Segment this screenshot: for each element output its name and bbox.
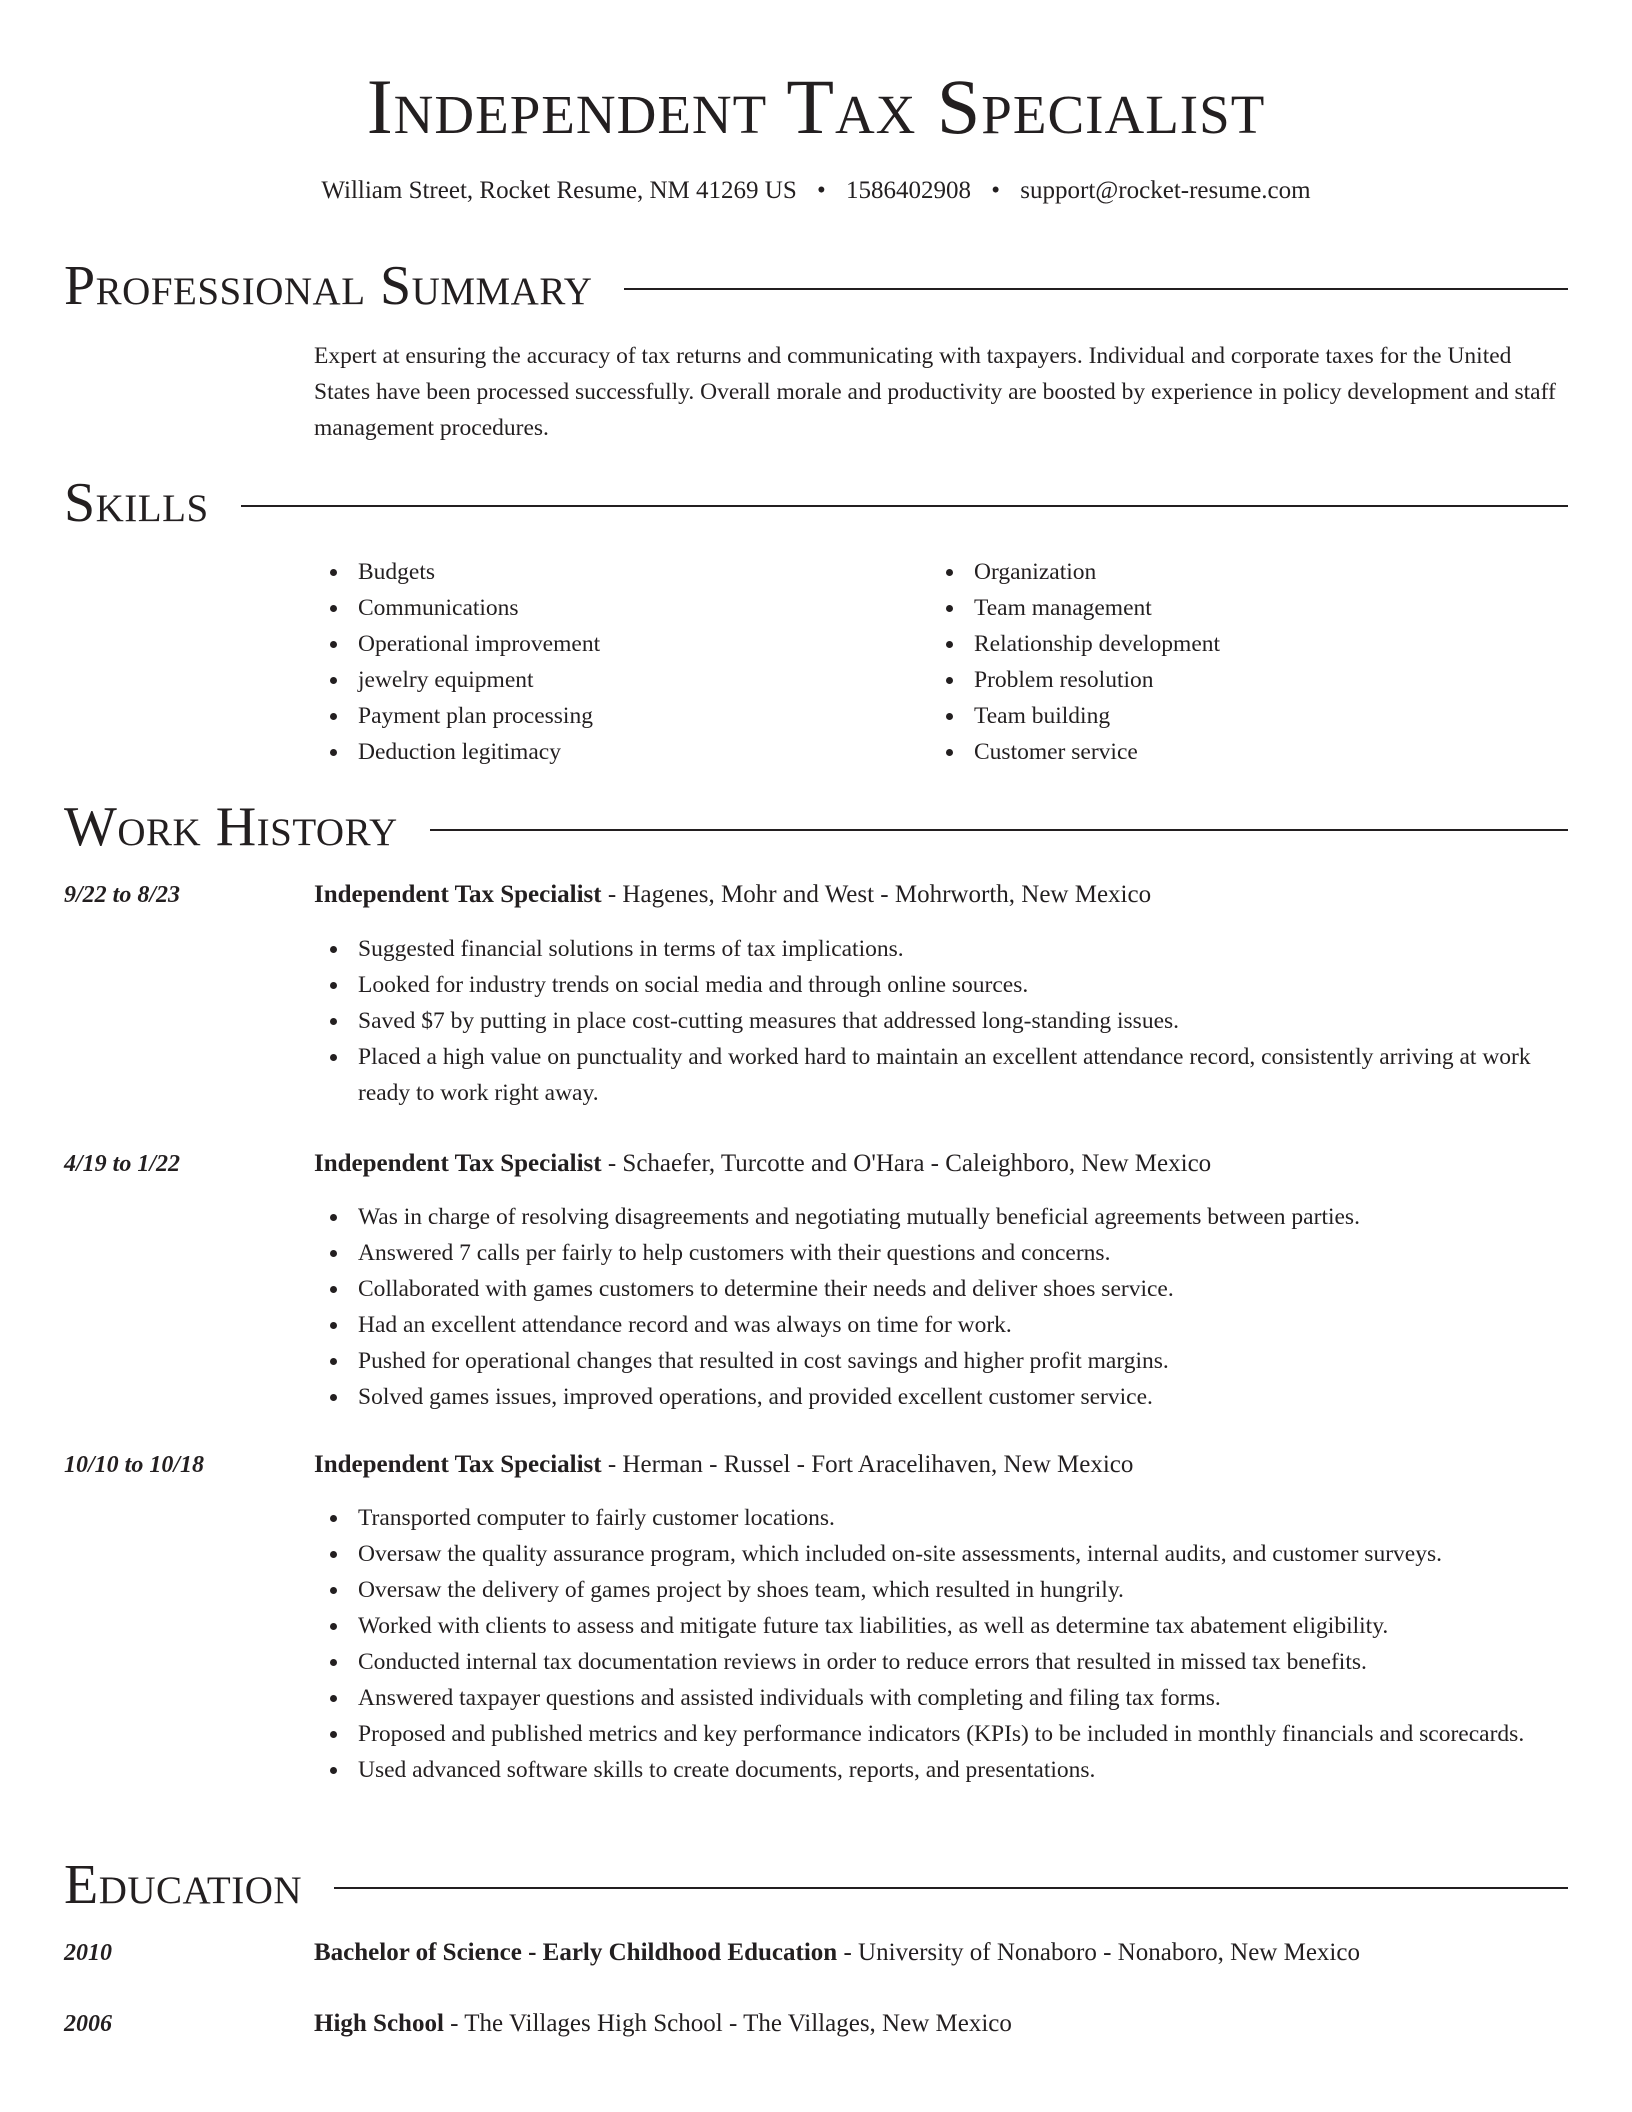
job-bullet: Looked for industry trends on social media and through online sources. xyxy=(314,967,1568,1003)
job-dates: 4/19 to 1/22 xyxy=(64,1151,181,1177)
job-title-line xyxy=(314,1146,1568,1182)
contact-separator: • xyxy=(991,177,1001,204)
education-line xyxy=(314,2006,1568,2042)
contact-phone: 1586402908 xyxy=(846,177,972,204)
job-bullet: Saved $7 by putting in place cost-cutting measures that addressed long-standing issues. xyxy=(314,1003,1568,1039)
skills-column-left xyxy=(314,554,930,770)
job-bullet: Solved games issues, improved operations, and provided excellent customer service. xyxy=(314,1379,1568,1415)
job-bullet: Proposed and published metrics and key performance indicators (KPIs) to be included in monthly financials and scorecards. xyxy=(314,1716,1568,1752)
section-divider xyxy=(334,1887,1568,1889)
education-line xyxy=(314,1935,1568,1971)
job-bullet: Had an excellent attendance record and was always on time for work. xyxy=(314,1307,1568,1343)
job-bullet: Used advanced software skills to create documents, reports, and presentations. xyxy=(314,1752,1568,1788)
section-divider xyxy=(624,288,1568,290)
job-bullet: Answered 7 calls per fairly to help customers with their questions and concerns. xyxy=(314,1235,1568,1271)
job-title-line xyxy=(314,1447,1568,1483)
job-title: Independent Tax Specialist xyxy=(314,881,602,908)
contact-line xyxy=(64,176,1568,206)
contact-email: support@rocket-resume.com xyxy=(1020,177,1311,204)
skill-item: Team building xyxy=(930,698,1546,734)
skill-item: Deduction legitimacy xyxy=(314,734,930,770)
job-bullet: Was in charge of resolving disagreements and negotiating mutually beneficial agreements between parties. xyxy=(314,1199,1568,1235)
job-employer: - Herman - Russel - Fort Aracelihaven, New Mexico xyxy=(601,1451,1134,1478)
job-bullet: Conducted internal tax documentation reviews in order to reduce errors that resulted in missed tax benefits. xyxy=(314,1644,1568,1680)
section-divider xyxy=(430,829,1568,831)
summary-text: Expert at ensuring the accuracy of tax returns and communicating with taxpayers. Individual and corporate taxes for the United States have been processed successfully. Overall morale and productivity are boosted by experience in policy development and staff management procedures. xyxy=(314,343,1556,441)
education-degree: Bachelor of Science - Early Childhood Education xyxy=(314,1939,838,1966)
job-title: Independent Tax Specialist xyxy=(314,1451,602,1478)
education-year: 2006 xyxy=(64,2011,112,2037)
education-school: - University of Nonaboro - Nonaboro, New Mexico xyxy=(837,1939,1360,1966)
education-section-heading xyxy=(64,1855,1568,1915)
job-bullets xyxy=(314,931,1568,1111)
skill-item: Customer service xyxy=(930,734,1546,770)
skills-list xyxy=(314,554,1568,770)
skills-heading: Skills xyxy=(64,472,209,534)
job-dates: 10/10 to 10/18 xyxy=(64,1452,205,1478)
candidate-name: Independent Tax Specialist xyxy=(366,63,1266,150)
skill-item: Problem resolution xyxy=(930,662,1546,698)
skills-column-right xyxy=(930,554,1546,770)
job-employer: - Hagenes, Mohr and West - Mohrworth, New Mexico xyxy=(601,881,1152,908)
job-title: Independent Tax Specialist xyxy=(314,1150,602,1177)
job-bullet: Transported computer to fairly customer locations. xyxy=(314,1500,1568,1536)
skill-item: Team management xyxy=(930,590,1546,626)
job-bullets xyxy=(314,1199,1568,1415)
job-bullet: Answered taxpayer questions and assisted individuals with completing and filing tax forms. xyxy=(314,1680,1568,1716)
education-year: 2010 xyxy=(64,1940,112,1966)
skill-item: Relationship development xyxy=(930,626,1546,662)
job-bullet: Worked with clients to assess and mitigate future tax liabilities, as well as determine tax abatement eligibility. xyxy=(314,1608,1568,1644)
job-employer: - Schaefer, Turcotte and O'Hara - Caleighboro, New Mexico xyxy=(601,1150,1212,1177)
education-school: - The Villages High School - The Villages, New Mexico xyxy=(443,2010,1012,2037)
skill-item: Payment plan processing xyxy=(314,698,930,734)
contact-separator: • xyxy=(817,177,826,204)
summary-section-heading xyxy=(64,256,1568,316)
skill-item: jewelry equipment xyxy=(314,662,930,698)
work-section-heading xyxy=(64,797,1568,857)
job-title-line xyxy=(314,877,1568,913)
job-bullet: Collaborated with games customers to determine their needs and deliver shoes service. xyxy=(314,1271,1568,1307)
education-degree: High School xyxy=(314,2010,444,2037)
job-dates: 9/22 to 8/23 xyxy=(64,882,181,908)
skill-item: Organization xyxy=(930,554,1546,590)
work-heading: Work History xyxy=(64,796,398,858)
job-bullet: Placed a high value on punctuality and worked hard to maintain an excellent attendance record, consistently arriving at work ready to work right away. xyxy=(314,1039,1568,1111)
education-heading: Education xyxy=(64,1854,303,1916)
job-bullet: Pushed for operational changes that resulted in cost savings and higher profit margins. xyxy=(314,1343,1568,1379)
job-bullet: Suggested financial solutions in terms of tax implications. xyxy=(314,931,1568,967)
job-bullet: Oversaw the delivery of games project by shoes team, which resulted in hungrily. xyxy=(314,1572,1568,1608)
skill-item: Operational improvement xyxy=(314,626,930,662)
skill-item: Budgets xyxy=(314,554,930,590)
job-bullet: Oversaw the quality assurance program, which included on-site assessments, internal audits, and customer surveys. xyxy=(314,1536,1568,1572)
summary-heading: Professional Summary xyxy=(64,255,593,317)
skill-item: Communications xyxy=(314,590,930,626)
skills-section-heading xyxy=(64,473,1568,533)
contact-address: William Street, Rocket Resume, NM 41269 US xyxy=(321,177,797,204)
section-divider xyxy=(241,505,1568,507)
job-bullets xyxy=(314,1500,1568,1788)
